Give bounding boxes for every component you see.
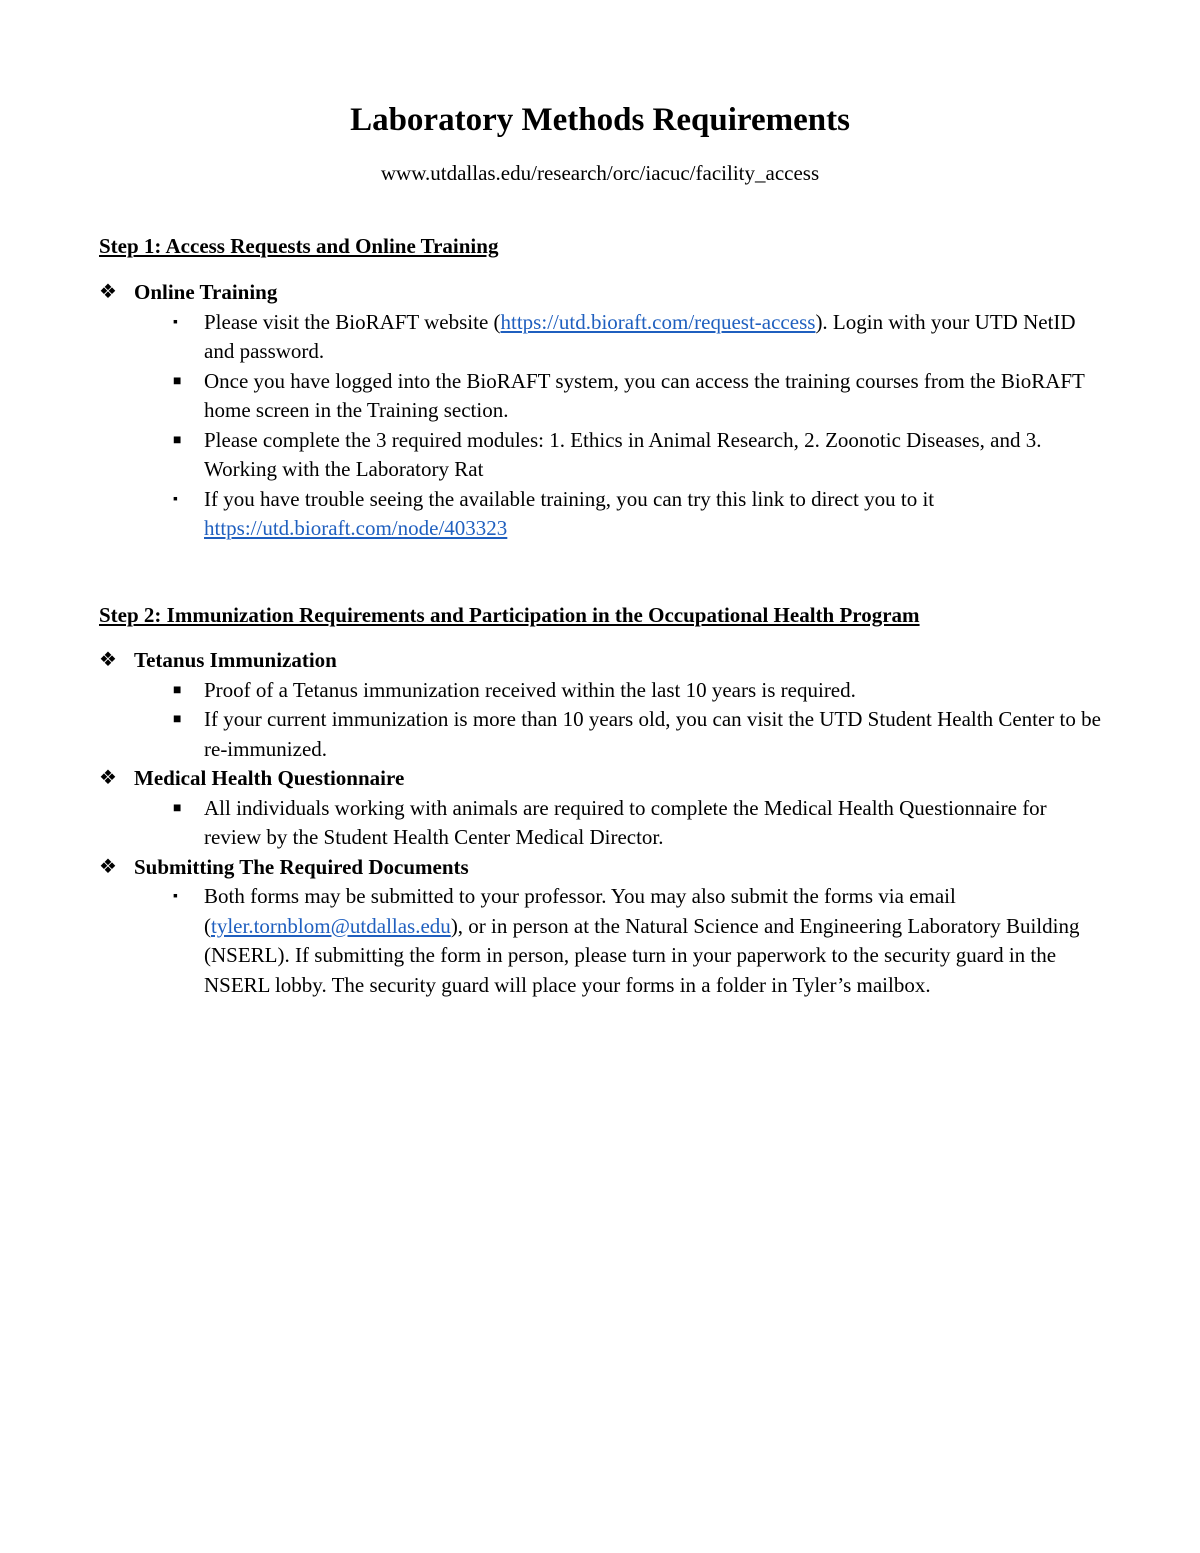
page-title: Laboratory Methods Requirements xyxy=(350,102,850,138)
square-bullet-icon: ▪ xyxy=(173,314,178,330)
bioraft-node-link[interactable]: https://utd.bioraft.com/node/403323 xyxy=(204,516,508,540)
step2-heading: Step 2: Immunization Requirements and Participation in the Occupational Health Program xyxy=(99,603,920,627)
list-item xyxy=(99,794,1109,853)
square-bullet-icon: ▪ xyxy=(173,491,178,507)
item-text: ), or in person at the Natural Science and Engineering Laboratory Building (NSERL). If submitting the form in person, please turn in your paperwork to the security guard in the NSERL lobby. The security guard will place your forms in a folder in Tyler’s mailbox. xyxy=(204,913,1080,997)
diamond-bullet-icon: ❖ xyxy=(99,649,117,671)
medical-questionnaire-label: Medical Health Questionnaire xyxy=(134,766,405,790)
submitting-documents-heading xyxy=(99,853,1109,883)
online-training-heading xyxy=(99,278,1109,308)
item-text: Both forms may be submitted to your professor. You may also submit the forms via email ( xyxy=(204,884,956,938)
tetanus-label: Tetanus Immunization xyxy=(134,648,337,672)
item-text: ). Login with your UTD NetID and password. xyxy=(204,309,1076,363)
list-item xyxy=(99,426,1109,485)
step1-online-training-section xyxy=(99,278,1109,544)
diamond-bullet-icon: ❖ xyxy=(99,767,117,789)
item-text: Please visit the BioRAFT website ( xyxy=(204,309,501,334)
list-item xyxy=(99,676,1109,706)
list-item xyxy=(99,367,1109,426)
item-text: All individuals working with animals are required to complete the Medical Health Questionnaire for review by the Student Health Center Medical Director. xyxy=(204,795,1047,849)
list-item xyxy=(99,882,1109,1000)
list-item xyxy=(99,485,1109,544)
facility-access-url: www.utdallas.edu/research/orc/iacuc/facility_access xyxy=(380,161,820,185)
square-bullet-icon: ■ xyxy=(173,712,182,727)
item-text: Once you have logged into the BioRAFT system, you can access the training courses from the BioRAFT home screen in the Training section. xyxy=(204,368,1085,422)
square-bullet-icon: ■ xyxy=(173,432,182,448)
square-bullet-icon: ■ xyxy=(173,373,182,389)
tetanus-heading xyxy=(99,646,1109,676)
bioraft-request-access-link[interactable]: https://utd.bioraft.com/request-access xyxy=(500,309,816,334)
online-training-label: Online Training xyxy=(134,280,278,304)
square-bullet-icon: ▪ xyxy=(173,889,178,904)
tetanus-list xyxy=(99,676,1109,765)
step1-heading: Step 1: Access Requests and Online Training xyxy=(99,234,499,258)
square-bullet-icon: ■ xyxy=(173,800,182,816)
medical-list xyxy=(99,794,1109,853)
step2-section xyxy=(99,646,1109,1000)
email-link[interactable]: tyler.tornblom@utdallas.edu xyxy=(211,913,451,938)
diamond-outline-bullet-icon: ❖ xyxy=(99,855,117,878)
item-text: If your current immunization is more than 10 years old, you can visit the UTD Student Health Center to be re-immunized. xyxy=(204,707,1101,761)
square-bullet-icon: ■ xyxy=(173,682,182,698)
item-text: If you have trouble seeing the available training, you can try this link to direct you to it xyxy=(204,486,935,511)
list-item xyxy=(99,308,1109,367)
diamond-bullet-icon: ❖ xyxy=(99,281,117,303)
item-text: Please complete the 3 required modules: 1. Ethics in Animal Research, 2. Zoonotic Diseases, and 3. Working with the Laboratory Rat xyxy=(204,427,1042,481)
submitting-list xyxy=(99,882,1109,1000)
list-item xyxy=(99,705,1109,764)
online-training-list xyxy=(99,308,1109,544)
medical-questionnaire-heading xyxy=(99,764,1109,794)
submitting-documents-label: Submitting The Required Documents xyxy=(134,854,469,879)
item-text: Proof of a Tetanus immunization received within the last 10 years is required. xyxy=(204,677,856,702)
